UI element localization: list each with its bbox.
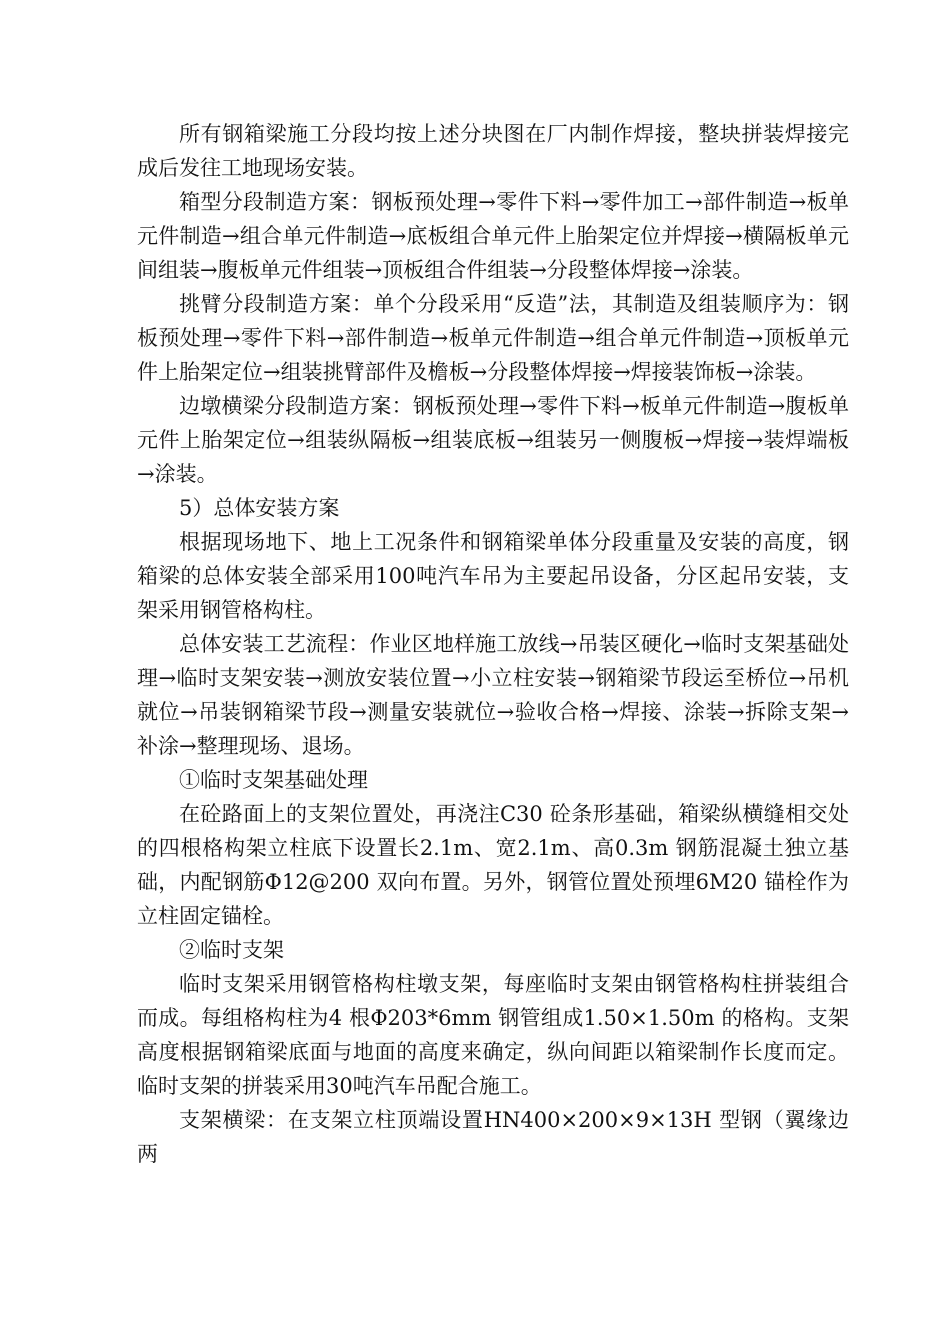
paragraph-installation-overview: 根据现场地下、地上工况条件和钢箱梁单体分段重量及安装的高度，钢箱梁的总体安装全部采用100吨汽车吊为主要起吊设备，分区起吊安装，支架采用钢管格构柱。 — [137, 530, 849, 622]
paragraph-support-details: 临时支架采用钢管格构柱墩支架，每座临时支架由钢管格构柱拼装组合而成。每组格构柱为4 根Φ203*6mm 钢管组成1.50×1.50m 的格构。支架高度根据钢箱梁底面与地面的高度来确定，纵向间距以箱梁制作长度而定。临时支架的拼装采用30吨汽车吊配合施工。 — [137, 972, 849, 1098]
paragraph-pier-crossbeam-plan: 边墩横梁分段制造方案：钢板预处理→零件下料→板单元件制造→腹板单元件上胎架定位→组装纵隔板→组装底板→组装另一侧腹板→焊接→装焊端板→涂装。 — [137, 394, 849, 486]
paragraph-box-segment-plan: 箱型分段制造方案：钢板预处理→零件下料→零件加工→部件制造→板单元件制造→组合单元件制造→底板组合单元件上胎架定位并焊接→横隔板单元间组装→腹板单元件组装→顶板组合件组装→分段整体焊接→涂装。 — [137, 190, 849, 282]
paragraph-foundation-details: 在砼路面上的支架位置处，再浇注C30 砼条形基础，箱梁纵横缝相交处的四根格构架立柱底下设置长2.1m、宽2.1m、高0.3m 钢筋混凝土独立基础，内配钢筋Φ12@200 双向布置。另外，钢管位置处预埋6M20 锚栓作为立柱固定锚栓。 — [137, 802, 849, 928]
paragraph-segment-fabrication: 所有钢箱梁施工分段均按上述分块图在厂内制作焊接，整块拼装焊接完成后发往工地现场安装。 — [137, 122, 849, 180]
paragraph-support-crossbeam: 支架横梁：在支架立柱顶端设置HN400×200×9×13H 型钢（翼缘边两 — [137, 1108, 849, 1166]
document-body — [137, 117, 849, 1171]
subheading-temporary-support: ②临时支架 — [179, 938, 284, 962]
section-heading-overall-installation: 5）总体安装方案 — [179, 496, 340, 520]
paragraph-cantilever-segment-plan: 挑臂分段制造方案：单个分段采用“反造”法，其制造及组装顺序为：钢板预处理→零件下料→部件制造→板单元件制造→组合单元件制造→顶板单元件上胎架定位→组装挑臂部件及檐板→分段整体焊接→焊接装饰板→涂装。 — [137, 292, 849, 384]
paragraph-installation-process: 总体安装工艺流程：作业区地样施工放线→吊装区硬化→临时支架基础处理→临时支架安装→测放安装位置→小立柱安装→钢箱梁节段运至桥位→吊机就位→吊装钢箱梁节段→测量安装就位→验收合格→焊接、涂装→拆除支架→补涂→整理现场、退场。 — [137, 632, 849, 758]
subheading-temporary-support-foundation: ①临时支架基础处理 — [179, 768, 368, 792]
